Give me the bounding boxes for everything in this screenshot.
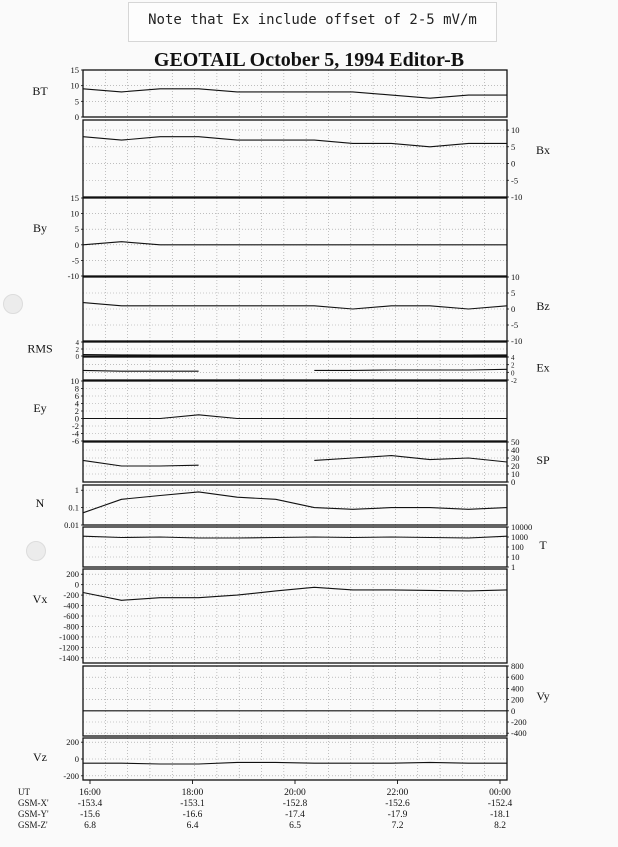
tick-label-ex: -2 — [511, 377, 517, 385]
series-line-bz — [83, 303, 507, 309]
ephemeris-value: -153.4 — [77, 799, 103, 809]
tick-label-vx: -800 — [63, 621, 79, 632]
tick-label-t: 10 — [511, 552, 520, 562]
panel-frame-sp — [83, 442, 507, 482]
tick-label-rms: 2 — [75, 346, 79, 354]
tick-label-vx: -1400 — [59, 652, 79, 663]
tick-label-vx: 0 — [74, 579, 79, 590]
tick-label-bz: 5 — [511, 288, 516, 298]
panel-label-n: N — [35, 496, 45, 510]
panel-label-vy: Vy — [536, 689, 550, 703]
tick-label-bz: 10 — [511, 272, 520, 282]
tick-label-ex: 2 — [511, 361, 515, 370]
tick-label-n: 0.01 — [64, 520, 79, 530]
panel-label-rms: RMS — [27, 341, 53, 356]
panel-frame-ex — [83, 357, 507, 380]
tick-label-bz: -10 — [511, 336, 523, 346]
tick-label-vx: -400 — [63, 600, 79, 611]
tick-label-bx: -10 — [511, 192, 523, 202]
tick-label-vx: 200 — [66, 569, 79, 580]
tick-label-vx: -600 — [63, 611, 79, 621]
tick-label-by: 15 — [70, 193, 79, 203]
ephemeris-value: 6.8 — [84, 821, 96, 831]
ephemeris-label: GSM-Y' — [18, 809, 49, 819]
series-line-vx — [83, 587, 507, 600]
panel-label-t: T — [539, 538, 547, 552]
tick-label-bx: -5 — [511, 175, 519, 186]
ephemeris-value: 6.4 — [186, 821, 199, 831]
panel-frame-bx — [83, 120, 507, 197]
ephemeris-value: -16.6 — [182, 810, 203, 820]
tick-label-sp: 20 — [511, 461, 520, 471]
ephemeris-value: 18:00 — [181, 788, 204, 798]
tick-label-ey: -4 — [71, 428, 79, 439]
panel-label-ex: Ex — [536, 360, 550, 375]
tick-label-by: -10 — [67, 271, 79, 281]
ephemeris-label: GSM-X' — [18, 798, 49, 808]
tick-label-vx: -1200 — [59, 642, 79, 653]
tick-label-ex: 0 — [511, 369, 515, 378]
tick-label-ey: -2 — [71, 421, 79, 431]
tick-label-sp: 10 — [511, 469, 520, 479]
series-line-by — [83, 242, 507, 245]
tick-label-vy: -200 — [511, 717, 527, 727]
tick-label-sp: 30 — [511, 453, 520, 463]
tick-label-bx: 0 — [511, 158, 516, 169]
panel-label-bt: BT — [32, 84, 48, 99]
tick-label-bz: 0 — [511, 304, 516, 314]
ephemeris-label: UT — [18, 787, 30, 797]
tick-label-vy: 800 — [511, 661, 524, 671]
tick-label-ey: 6 — [74, 391, 79, 401]
tick-label-bx: 5 — [511, 141, 516, 152]
tick-label-t: 1 — [511, 562, 516, 572]
panel-frame-bt — [83, 70, 507, 117]
ephemeris-value: -15.6 — [80, 810, 100, 820]
ephemeris-value: -17.9 — [387, 810, 408, 820]
ephemeris-value: 16:00 — [79, 788, 101, 798]
series-line-bx — [83, 137, 507, 147]
panel-label-by: By — [32, 221, 48, 235]
tick-label-t: 100 — [511, 542, 524, 552]
tick-label-vz: 0 — [74, 754, 79, 764]
series-line-ey — [83, 415, 507, 419]
ephemeris-value: -17.4 — [285, 810, 305, 820]
tick-label-bt: 0 — [74, 112, 79, 122]
tick-label-sp: 0 — [511, 477, 516, 487]
ephemeris-value: 00:00 — [489, 788, 511, 798]
tick-label-bt: 5 — [74, 96, 79, 107]
ephemeris-value: 8.2 — [494, 821, 506, 831]
tick-label-rms: 0 — [75, 353, 79, 361]
tick-label-vx: -1000 — [59, 631, 79, 642]
tick-label-bx: 10 — [511, 125, 520, 136]
tick-label-vz: 200 — [66, 737, 79, 748]
tick-label-bt: 15 — [70, 65, 79, 75]
tick-label-vy: 600 — [511, 672, 524, 683]
tick-label-by: 5 — [74, 224, 79, 235]
tick-label-sp: 50 — [511, 437, 520, 447]
tick-label-ey: 10 — [70, 376, 79, 386]
panel-label-ey: Ey — [33, 401, 47, 415]
panel-frame-vy — [83, 666, 507, 736]
series-line-bt — [83, 89, 507, 98]
chart-title: GEOTAIL October 5, 1994 Editor-B — [153, 49, 465, 71]
tick-label-bt: 10 — [70, 80, 79, 91]
offset-note: Note that Ex include offset of 2-5 mV/m — [128, 2, 497, 42]
tick-label-ey: 2 — [74, 406, 79, 416]
ephemeris-value: -152.6 — [385, 799, 410, 809]
tick-label-bz: -5 — [511, 320, 519, 330]
tick-label-vz: -200 — [63, 770, 79, 781]
tick-label-t: 10000 — [511, 522, 533, 532]
tick-label-n: 1 — [74, 485, 79, 496]
tick-label-by: 0 — [74, 239, 79, 250]
tick-label-vy: -400 — [511, 728, 527, 739]
ephemeris-value: 6.5 — [289, 821, 301, 831]
tick-label-vy: 200 — [511, 694, 524, 705]
panel-label-vx: Vx — [32, 592, 48, 606]
ephemeris-value: -153.1 — [180, 799, 205, 809]
series-line-n — [83, 492, 507, 513]
tick-label-vx: -200 — [63, 590, 79, 601]
tick-label-ex: 4 — [511, 354, 515, 362]
series-line-sp — [83, 456, 507, 466]
tick-label-ey: -6 — [71, 436, 79, 446]
panel-label-vz: Vz — [33, 749, 47, 764]
ephemeris-value: 22:00 — [386, 788, 409, 798]
tick-label-by: -5 — [71, 255, 79, 266]
ephemeris-value: -152.8 — [282, 799, 308, 809]
tick-label-rms: 4 — [75, 339, 79, 347]
panel-frame-n — [83, 485, 507, 525]
tick-label-n: 0.1 — [68, 502, 79, 513]
ephemeris-value: -18.1 — [490, 810, 510, 820]
tick-label-ey: 8 — [74, 383, 79, 394]
tick-label-vy: 400 — [511, 683, 524, 694]
ephemeris-value: 7.2 — [391, 821, 404, 831]
tick-label-ey: 4 — [74, 398, 79, 409]
panel-label-bx: Bx — [535, 143, 551, 157]
tick-label-t: 1000 — [511, 532, 528, 542]
ephemeris-value: -152.4 — [487, 799, 513, 809]
tick-label-by: 10 — [70, 208, 79, 219]
series-line-ex — [83, 369, 507, 371]
ephemeris-label: GSM-Z' — [18, 820, 48, 830]
tick-label-ey: 0 — [74, 413, 79, 424]
panel-frame-by — [83, 198, 507, 276]
tick-label-vy: 0 — [511, 705, 516, 716]
series-line-vz — [83, 762, 507, 764]
panel-label-bz: Bz — [536, 298, 550, 313]
panel-label-sp: SP — [536, 453, 550, 467]
tick-label-sp: 40 — [511, 445, 520, 455]
ephemeris-value: 20:00 — [284, 788, 306, 798]
